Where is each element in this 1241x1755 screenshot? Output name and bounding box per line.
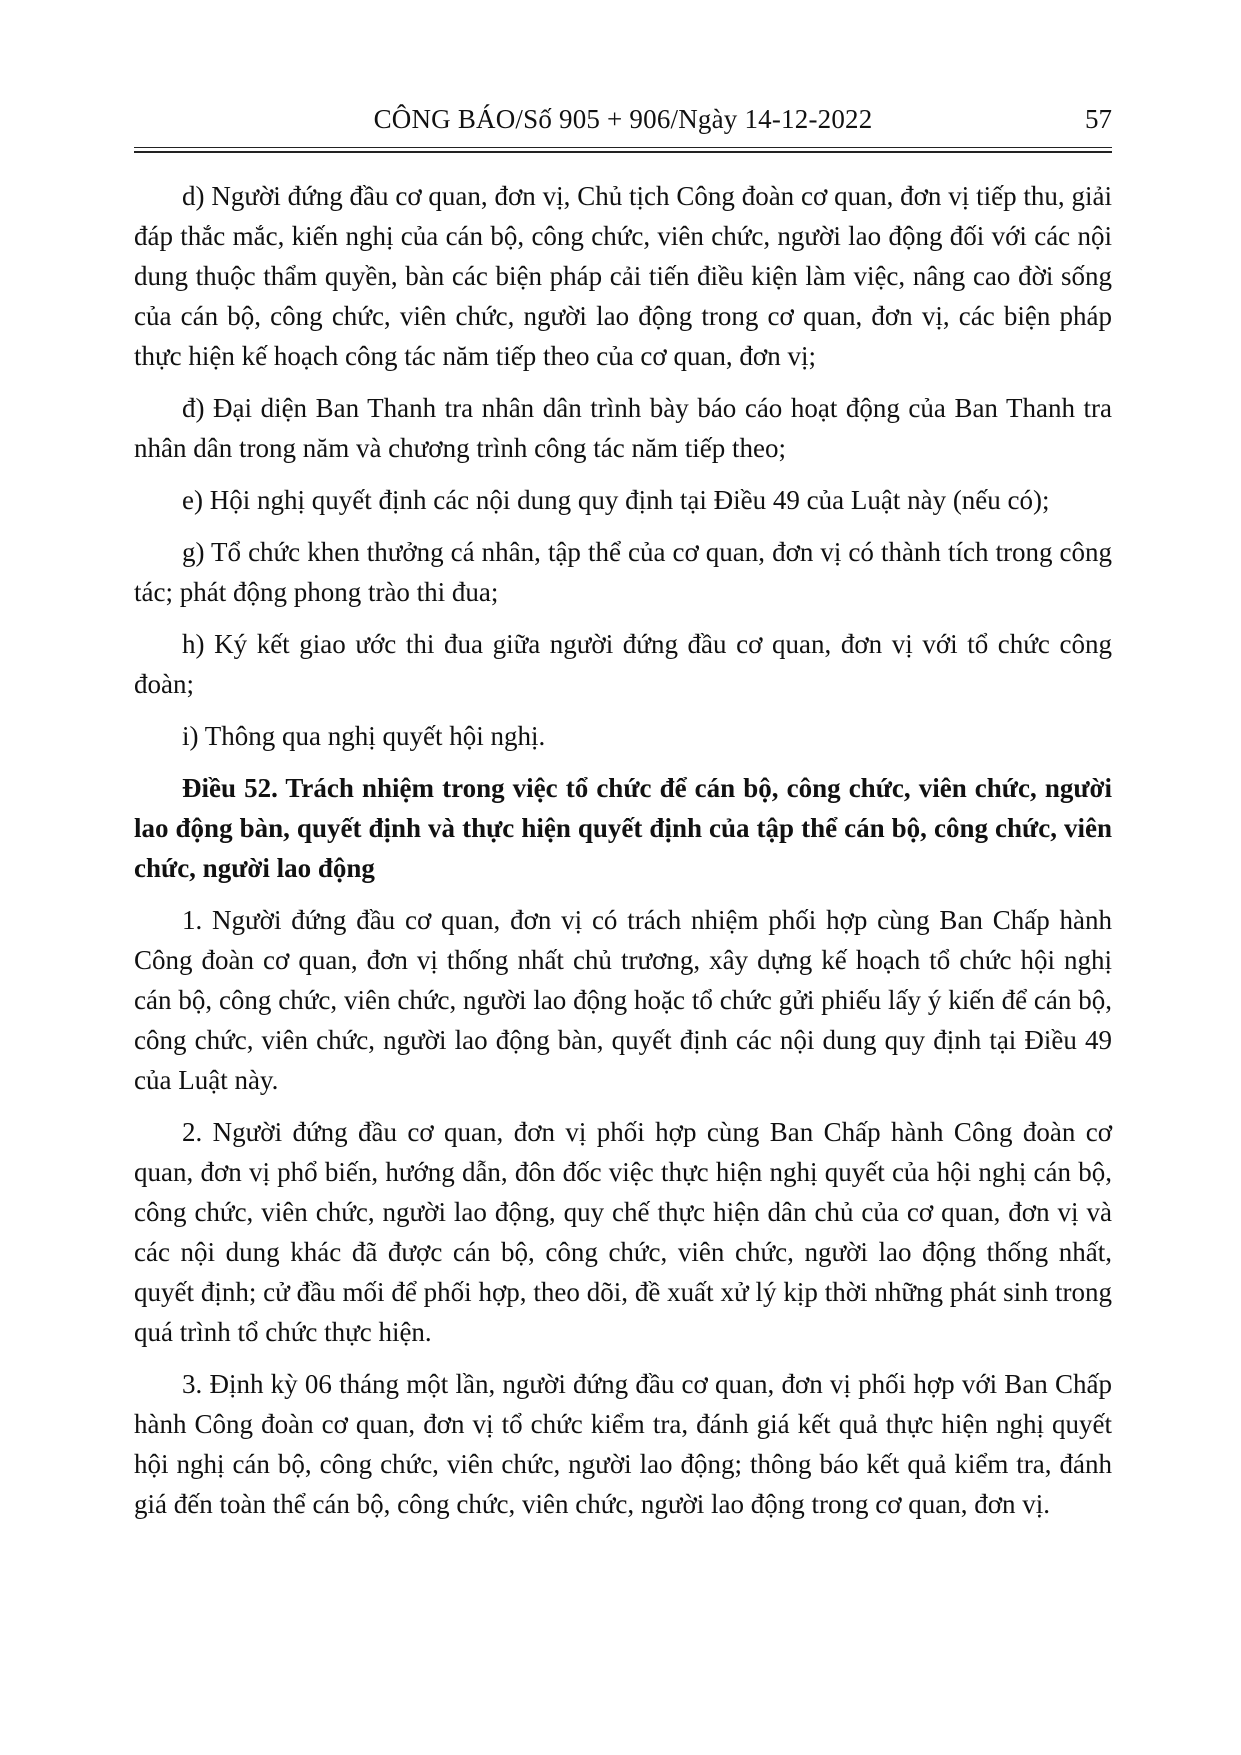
article-52-clause-1: 1. Người đứng đầu cơ quan, đơn vị có trách nhiệm phối hợp cùng Ban Chấp hành Công đoàn cơ quan, đơn vị thống nhất chủ trương, xây dựng kế hoạch tổ chức hội nghị cán bộ, công chức, viên chức, người lao động hoặc tổ chức gửi phiếu lấy ý kiến để cán bộ, công chức, viên chức, người lao động bàn, quyết định các nội dung quy định tại Điều 49 của Luật này. <box>134 905 1112 1095</box>
page-number: 57 <box>1085 104 1112 134</box>
paragraph-i: i) Thông qua nghị quyết hội nghị. <box>182 721 546 751</box>
page-header <box>134 104 1112 144</box>
article-52-heading: Điều 52. Trách nhiệm trong việc tổ chức để cán bộ, công chức, viên chức, người lao động bàn, quyết định và thực hiện quyết định của tập thể cán bộ, công chức, viên chức, người lao động <box>134 773 1112 883</box>
header-rule-thin <box>134 147 1112 148</box>
article-52-clause-3: 3. Định kỳ 06 tháng một lần, người đứng đầu cơ quan, đơn vị phối hợp với Ban Chấp hành Công đoàn cơ quan, đơn vị tổ chức kiểm tra, đánh giá kết quả thực hiện nghị quyết hội nghị cán bộ, công chức, viên chức, người lao động; thông báo kết quả kiểm tra, đánh giá đến toàn thể cán bộ, công chức, viên chức, người lao động trong cơ quan, đơn vị. <box>134 1369 1112 1519</box>
header-rule-thick <box>134 151 1112 153</box>
paragraph-g: g) Tổ chức khen thưởng cá nhân, tập thể của cơ quan, đơn vị có thành tích trong công tác; phát động phong trào thi đua; <box>134 537 1112 607</box>
gazette-title: CÔNG BÁO/Số 905 + 906/Ngày 14-12-2022 <box>373 104 873 134</box>
paragraph-dd: đ) Đại diện Ban Thanh tra nhân dân trình bày báo cáo hoạt động của Ban Thanh tra nhân dân trong năm và chương trình công tác năm tiếp theo; <box>134 393 1112 463</box>
article-52-clause-2: 2. Người đứng đầu cơ quan, đơn vị phối hợp cùng Ban Chấp hành Công đoàn cơ quan, đơn vị phổ biến, hướng dẫn, đôn đốc việc thực hiện nghị quyết của hội nghị cán bộ, công chức, viên chức, người lao động, quy chế thực hiện dân chủ của cơ quan, đơn vị và các nội dung khác đã được cán bộ, công chức, viên chức, người lao động thống nhất, quyết định; cử đầu mối để phối hợp, theo dõi, đề xuất xử lý kịp thời những phát sinh trong quá trình tổ chức thực hiện. <box>134 1117 1112 1347</box>
paragraph-h: h) Ký kết giao ước thi đua giữa người đứng đầu cơ quan, đơn vị với tổ chức công đoàn; <box>134 629 1112 699</box>
paragraph-e: e) Hội nghị quyết định các nội dung quy định tại Điều 49 của Luật này (nếu có); <box>182 485 1050 515</box>
body-text <box>134 176 1112 1536</box>
paragraph-d: d) Người đứng đầu cơ quan, đơn vị, Chủ tịch Công đoàn cơ quan, đơn vị tiếp thu, giải đáp thắc mắc, kiến nghị của cán bộ, công chức, viên chức, người lao động đối với các nội dung thuộc thẩm quyền, bàn các biện pháp cải tiến điều kiện làm việc, nâng cao đời sống của cán bộ, công chức, viên chức, người lao động trong cơ quan, đơn vị, các biện pháp thực hiện kế hoạch công tác năm tiếp theo của cơ quan, đơn vị; <box>134 181 1112 371</box>
